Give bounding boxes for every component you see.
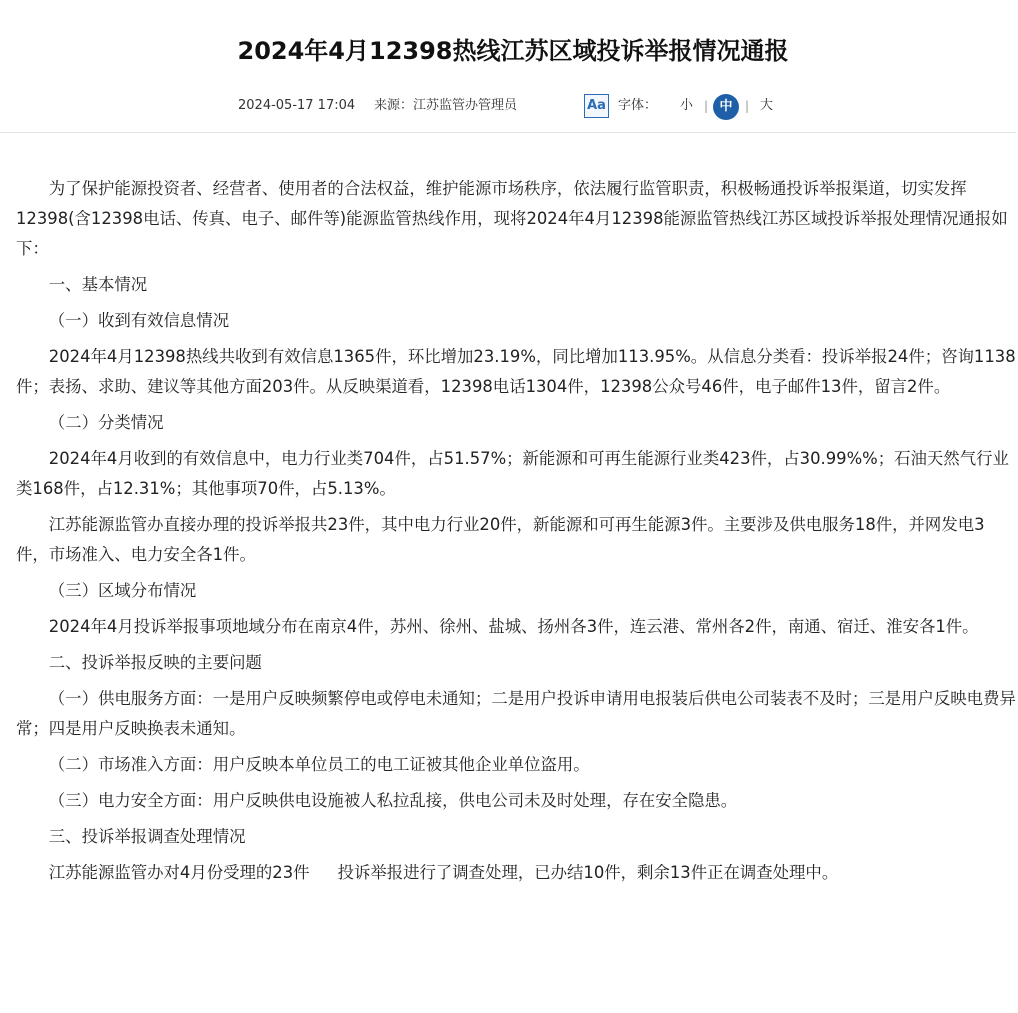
subsection-heading-region: （三）区域分布情况 bbox=[48, 581, 197, 600]
article-header bbox=[0, 0, 1016, 133]
font-size-label: 字体： bbox=[618, 98, 658, 113]
paragraph-valid-info: 2024年4月12398热线共收到有效信息1365件，环比增加23.19%，同比增加113.95%。从信息分类看：投诉举报24件；咨询1138件；表扬、求助、建议等其他方面203件。从反映渠道看，12398电话1304件，12398公众号46件，电子邮件13件，留言2件。 bbox=[16, 347, 1016, 396]
font-size-small-button[interactable]: 小 bbox=[680, 98, 694, 113]
section-heading-investigation: 三、投诉举报调查处理情况 bbox=[48, 827, 246, 846]
paragraph-investigation bbox=[16, 858, 1016, 888]
investigation-text-part1: 江苏能源监管办对4月份受理的23件 bbox=[48, 863, 310, 882]
article-title: 2024年4月12398热线江苏区域投诉举报情况通报 bbox=[237, 37, 789, 65]
font-size-separator: | bbox=[745, 99, 750, 113]
paragraph-classification: 2024年4月收到的有效信息中，电力行业类704件，占51.57%；新能源和可再生能源行业类423件，占30.99%%；石油天然气行业类168件，占12.31%；其他事项70件，占5.13%。 bbox=[16, 449, 1009, 498]
subsection-heading-valid-info: （一）收到有效信息情况 bbox=[48, 311, 230, 330]
investigation-text-part2: 投诉举报进行了调查处理，已办结10件，剩余13件正在调查处理中。 bbox=[337, 863, 839, 882]
paragraph-direct-handling: 江苏能源监管办直接办理的投诉举报共23件，其中电力行业20件，新能源和可再生能源3件。主要涉及供电服务18件，并网发电3件，市场准入、电力安全各1件。 bbox=[16, 515, 985, 564]
publish-date: 2024-05-17 17:04 bbox=[238, 98, 356, 113]
paragraph-power-supply-issues: （一）供电服务方面：一是用户反映频繁停电或停电未通知；二是用户投诉申请用电报装后供电公司装表不及时；三是用户反映电费异常；四是用户反映换表未通知。 bbox=[16, 689, 1016, 738]
paragraph-region: 2024年4月投诉举报事项地域分布在南京4件，苏州、徐州、盐城、扬州各3件，连云港、常州各2件，南通、宿迁、淮安各1件。 bbox=[48, 617, 979, 636]
section-heading-basic: 一、基本情况 bbox=[48, 275, 148, 294]
font-size-large-button[interactable]: 大 bbox=[760, 98, 774, 113]
section-heading-main-issues: 二、投诉举报反映的主要问题 bbox=[48, 653, 262, 672]
font-size-icon: Aa bbox=[584, 94, 609, 118]
paragraph-market-access-issues: （二）市场准入方面：用户反映本单位员工的电工证被其他企业单位盗用。 bbox=[48, 755, 590, 774]
font-size-medium-button[interactable]: 中 bbox=[713, 94, 739, 120]
paragraph-intro: 为了保护能源投资者、经营者、使用者的合法权益，维护能源市场秩序，依法履行监管职责，积极畅通投诉举报渠道，切实发挥12398(含12398电话、传真、电子、邮件等)能源监管热线作用，现将2024年4月12398能源监管热线江苏区域投诉举报处理情况通报如下： bbox=[16, 179, 1008, 258]
font-size-separator: | bbox=[704, 99, 709, 113]
article-source: 来源：江苏监管办管理员 bbox=[374, 98, 518, 113]
subsection-heading-classification: （二）分类情况 bbox=[48, 413, 164, 432]
article-body bbox=[16, 174, 1016, 894]
paragraph-power-safety-issues: （三）电力安全方面：用户反映供电设施被人私拉乱接，供电公司未及时处理，存在安全隐患。 bbox=[48, 791, 738, 810]
